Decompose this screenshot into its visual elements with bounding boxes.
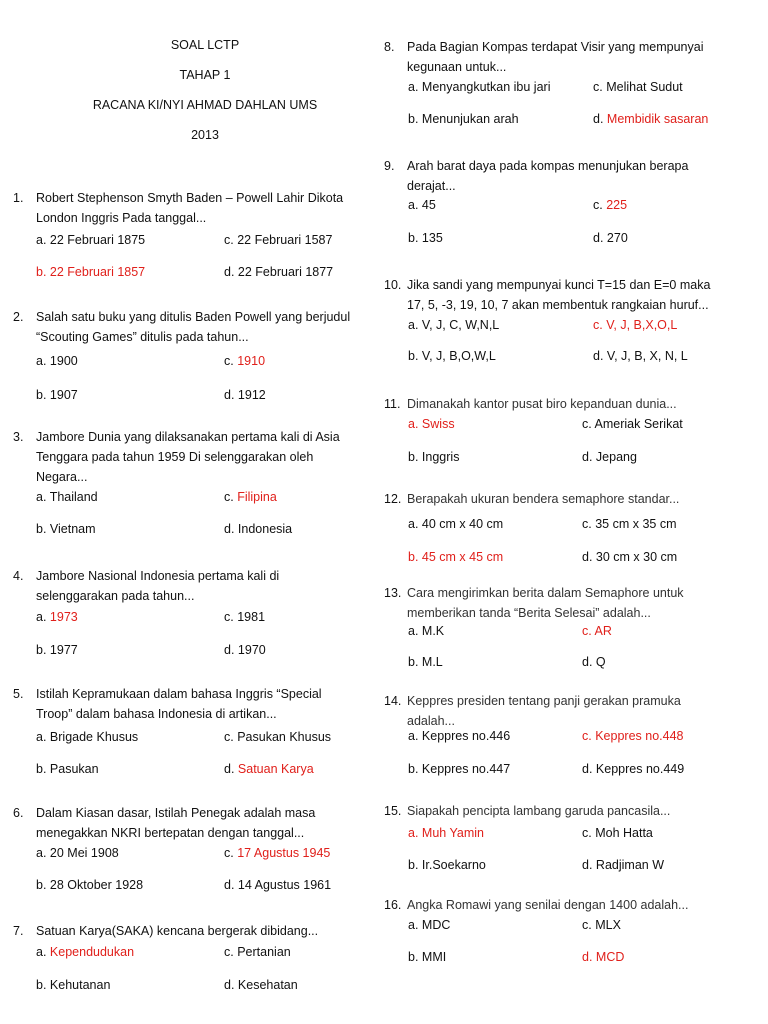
option-b[interactable] [36,387,78,403]
option-label: b. [408,450,419,464]
option-label: c. [582,417,592,431]
question-number: 12. [384,492,402,506]
option-text: Menunjukan arah [421,112,519,126]
question-text: Dimanakah kantor pusat biro kepanduan dunia... [407,397,677,411]
question-number: 4. [13,569,24,583]
question-text: Angka Romawi yang senilai dengan 1400 adalah... [407,898,689,912]
option-label: b. [36,878,47,892]
option-text: Melihat Sudut [606,80,683,94]
question-text: Dalam Kiasan dasar, Istilah Penegak adalah masa [36,806,316,820]
option-label: b. [36,762,47,776]
option-label: c. [224,846,234,860]
option-text: 1912 [237,388,266,402]
option-text: V, J, B, X, N, L [606,349,688,363]
option-c[interactable] [593,79,683,95]
option-c[interactable] [582,825,653,841]
question-number: 7. [13,924,24,938]
option-b[interactable] [408,449,459,465]
option-label: a. [408,80,419,94]
option-c[interactable] [224,609,265,625]
option-a[interactable] [408,79,550,95]
option-label: d. [224,762,235,776]
option-text: Pasukan [49,762,99,776]
option-label: c. [582,918,592,932]
option-label: b. [36,978,47,992]
option-text: Swiss [421,417,455,431]
option-label: d. [582,762,593,776]
option-text: 14 Agustus 1961 [237,878,332,892]
option-text: Indonesia [237,522,293,536]
option-c[interactable] [582,416,683,432]
option-c[interactable] [582,623,612,639]
option-label: a. [408,729,419,743]
option-label: a. [408,918,419,932]
option-d[interactable] [224,264,333,280]
option-label: b. [408,950,419,964]
option-label: d. [224,265,235,279]
option-label: c. [582,517,592,531]
option-text: Ameriak Serikat [594,417,683,431]
option-label: d. [582,858,593,872]
option-text: Pertanian [237,945,291,959]
option-b[interactable] [36,264,145,280]
option-label: d. [593,231,604,245]
option-text: M.K [421,624,445,638]
option-d[interactable] [593,111,708,127]
option-a[interactable] [408,917,450,933]
option-d[interactable] [582,857,664,873]
option-d[interactable] [582,654,606,670]
option-label: d. [582,950,593,964]
option-text: Membidik sasaran [606,112,709,126]
option-c[interactable] [224,489,277,505]
question-number: 11. [384,397,401,411]
option-c[interactable] [582,728,683,744]
option-text: V, J, B,X,O,L [606,318,678,332]
option-d[interactable] [593,348,688,364]
option-text: 22 Februari 1877 [237,265,334,279]
option-d[interactable] [224,387,266,403]
question-number: 13. [384,586,402,600]
option-text: 1907 [49,388,78,402]
option-label: b. [36,643,47,657]
option-c[interactable] [224,845,330,861]
question-number: 5. [13,687,24,701]
question-text: Negara... [36,470,88,484]
option-a[interactable] [408,623,444,639]
option-label: c. [224,233,234,247]
option-text: 1970 [237,643,266,657]
option-label: d. [224,878,235,892]
option-b[interactable] [36,521,96,537]
option-label: b. [36,522,47,536]
option-label: a. [408,417,419,431]
option-text: 270 [606,231,628,245]
question-text: Pada Bagian Kompas terdapat Visir yang mempunyai [407,40,704,54]
option-a[interactable] [36,232,145,248]
question-text: Robert Stephenson Smyth Baden – Powell Lahir Dikota [36,191,344,205]
option-text: Brigade Khusus [49,730,139,744]
option-label: c. [582,729,592,743]
option-text: 22 Februari 1587 [237,233,333,247]
option-label: c. [593,318,603,332]
option-d[interactable] [582,949,624,965]
option-label: a. [36,945,47,959]
option-label: c. [224,945,234,959]
question-text: kegunaan untuk... [407,60,507,74]
option-text: V, J, C, W,N,L [421,318,500,332]
option-text: Menyangkutkan ibu jari [421,80,551,94]
option-text: 135 [421,231,443,245]
option-label: d. [224,978,235,992]
question-number: 2. [13,310,24,324]
option-text: V, J, B,O,W,L [421,349,496,363]
question-text: adalah... [407,714,455,728]
option-text: 22 Februari 1875 [49,233,146,247]
option-text: 1973 [49,610,78,624]
option-label: b. [408,349,419,363]
option-label: a. [408,198,419,212]
option-text: 1981 [237,610,266,624]
option-label: d. [224,388,235,402]
option-label: d. [582,450,593,464]
option-text: 45 cm x 45 cm [421,550,504,564]
option-b[interactable] [408,949,446,965]
question-number: 3. [13,430,24,444]
question-text: “Scouting Games” ditulis pada tahun... [36,330,249,344]
question-text: Berapakah ukuran bendera semaphore standar... [407,492,680,506]
question-number: 14. [384,694,402,708]
option-text: 1900 [49,354,78,368]
option-d[interactable] [224,761,314,777]
header-organizer: RACANA KI/NYI AHMAD DAHLAN UMS [92,98,318,112]
option-label: a. [36,846,47,860]
option-label: d. [582,655,593,669]
option-label: b. [36,265,47,279]
option-text: 1910 [237,354,266,368]
option-label: c. [224,730,234,744]
option-c[interactable] [582,516,677,532]
option-label: b. [408,231,419,245]
question-text: Satuan Karya(SAKA) kencana bergerak dibidang... [36,924,319,938]
question-text: Jambore Dunia yang dilaksanakan pertama kali di Asia [36,430,340,444]
option-d[interactable] [224,521,292,537]
option-label: b. [408,762,419,776]
option-label: b. [408,858,419,872]
option-text: 17 Agustus 1945 [237,846,331,860]
option-label: a. [408,826,419,840]
header-title: SOAL LCTP [170,38,240,52]
option-text: Jepang [595,450,637,464]
option-text: 22 Februari 1857 [49,265,146,279]
option-a[interactable] [36,729,138,745]
question-text: menegakkan NKRI bertepatan dengan tanggal... [36,826,305,840]
option-a[interactable] [408,825,484,841]
option-label: d. [593,112,604,126]
option-d[interactable] [582,761,684,777]
option-label: c. [593,80,603,94]
option-label: b. [408,655,419,669]
option-text: 30 cm x 30 cm [595,550,678,564]
option-b[interactable] [408,857,486,873]
question-text: Salah satu buku yang ditulis Baden Powell yang berjudul [36,310,351,324]
option-text: MCD [595,950,625,964]
option-label: a. [36,354,47,368]
option-b[interactable] [36,761,99,777]
option-c[interactable] [224,944,291,960]
option-text: Muh Yamin [421,826,484,840]
option-d[interactable] [224,877,331,893]
question-text: derajat... [407,179,456,193]
question-text: London Inggris Pada tanggal... [36,211,207,225]
option-b[interactable] [36,977,110,993]
option-b[interactable] [408,111,519,127]
option-b[interactable] [408,348,496,364]
option-c[interactable] [224,232,332,248]
option-c[interactable] [224,353,265,369]
question-number: 8. [384,40,395,54]
option-label: a. [36,730,47,744]
option-text: Filipina [237,490,277,504]
option-text: Keppres no.447 [421,762,511,776]
question-text: Arah barat daya pada kompas menunjukan berapa [407,159,689,173]
option-c[interactable] [582,917,621,933]
option-text: 225 [606,198,628,212]
option-text: 45 [421,198,436,212]
option-label: a. [408,318,419,332]
option-label: d. [224,643,235,657]
option-label: d. [582,550,593,564]
question-number: 6. [13,806,24,820]
option-a[interactable] [36,845,119,861]
option-text: Kependudukan [49,945,135,959]
option-text: 28 Oktober 1928 [49,878,144,892]
option-d[interactable] [224,642,266,658]
option-a[interactable] [36,353,78,369]
header-stage: TAHAP 1 [179,68,231,82]
question-text: Cara mengirimkan berita dalam Semaphore untuk [407,586,684,600]
question-number: 16. [384,898,402,912]
question-text: Siapakah pencipta lambang garuda pancasila... [407,804,671,818]
option-text: Inggris [421,450,460,464]
question-text: Jambore Nasional Indonesia pertama kali di [36,569,280,583]
option-d[interactable] [593,230,628,246]
option-text: Keppres no.448 [595,729,684,743]
option-text: Kehutanan [49,978,111,992]
option-text: MDC [421,918,451,932]
question-text: Istilah Kepramukaan dalam bahasa Inggris “Special [36,687,322,701]
option-text: AR [594,624,612,638]
option-text: Radjiman W [595,858,664,872]
option-b[interactable] [408,549,503,565]
option-text: Vietnam [49,522,96,536]
option-text: Thailand [49,490,98,504]
option-label: a. [408,624,419,638]
option-a[interactable] [408,197,436,213]
option-text: Q [595,655,606,669]
option-a[interactable] [408,317,499,333]
option-label: a. [408,517,419,531]
option-label: c. [593,198,603,212]
question-number: 15. [384,804,402,818]
question-text: Jika sandi yang mempunyai kunci T=15 dan E=0 maka [407,278,711,292]
option-text: Ir.Soekarno [421,858,486,872]
option-label: b. [408,550,419,564]
option-a[interactable] [408,728,510,744]
option-c[interactable] [224,729,331,745]
option-label: d. [593,349,604,363]
option-a[interactable] [408,416,455,432]
option-label: d. [224,522,235,536]
option-a[interactable] [36,944,134,960]
option-b[interactable] [408,654,443,670]
option-b[interactable] [36,642,78,658]
option-b[interactable] [408,761,510,777]
question-text: Tenggara pada tahun 1959 Di selenggarakan oleh [36,450,314,464]
option-a[interactable] [36,609,78,625]
option-label: c. [224,610,234,624]
option-label: a. [36,233,47,247]
option-label: b. [408,112,419,126]
option-label: c. [582,826,592,840]
question-text: Keppres presiden tentang panji gerakan pramuka [407,694,681,708]
question-text: Troop” dalam bahasa Indonesia di artikan... [36,707,277,721]
option-d[interactable] [582,549,677,565]
question-number: 1. [13,191,24,205]
option-a[interactable] [36,489,98,505]
option-text: Keppres no.446 [421,729,511,743]
option-text: 20 Mei 1908 [49,846,119,860]
option-b[interactable] [36,877,143,893]
option-label: b. [36,388,47,402]
option-text: Moh Hatta [595,826,653,840]
option-label: a. [36,610,47,624]
option-b[interactable] [408,230,443,246]
question-number: 9. [384,159,395,173]
option-text: 40 cm x 40 cm [421,517,504,531]
header-year: 2013 [191,128,219,142]
question-number: 10. [384,278,402,292]
option-text: Satuan Karya [237,762,314,776]
option-c[interactable] [593,197,627,213]
option-d[interactable] [582,449,637,465]
option-d[interactable] [224,977,298,993]
option-text: Pasukan Khusus [237,730,332,744]
option-text: Keppres no.449 [595,762,685,776]
option-label: a. [36,490,47,504]
option-text: MLX [595,918,621,932]
option-c[interactable] [593,317,677,333]
option-label: c. [582,624,592,638]
question-text: selenggarakan pada tahun... [36,589,195,603]
question-text: 17, 5, -3, 19, 10, 7 akan membentuk rangkaian huruf... [407,298,709,312]
question-text: memberikan tanda “Berita Selesai” adalah... [407,606,651,620]
option-text: M.L [421,655,443,669]
option-text: MMI [421,950,447,964]
option-text: 1977 [49,643,78,657]
option-text: 35 cm x 35 cm [595,517,677,531]
option-a[interactable] [408,516,503,532]
option-label: c. [224,490,234,504]
option-label: c. [224,354,234,368]
option-text: Kesehatan [237,978,298,992]
